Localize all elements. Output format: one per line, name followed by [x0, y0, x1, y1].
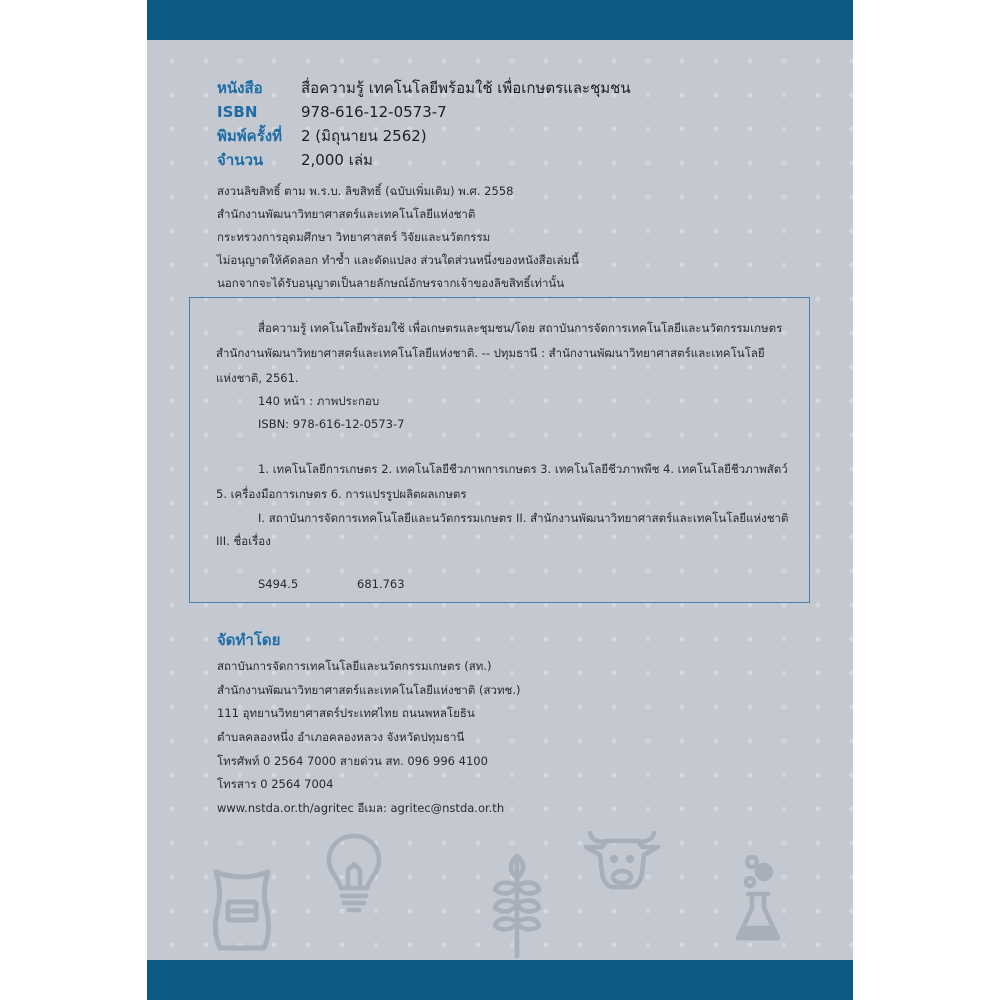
meta-row-edition [217, 124, 427, 148]
copyright-line: สำนักงานพัฒนาวิทยาศาสตร์และเทคโนโลยีแห่งชาติ [217, 207, 476, 221]
producer-line: 111 อุทยานวิทยาศาสตร์ประเทศไทย ถนนพหลโยธิน [217, 706, 475, 721]
copyright-line: สงวนลิขสิทธิ์ ตาม พ.ร.บ. ลิขสิทธิ์ (ฉบับเพิ่มเติม) พ.ศ. 2558 [217, 184, 514, 198]
producer-title: จัดทำโดย [217, 631, 281, 649]
meta-key: พิมพ์ครั้งที่ [217, 127, 282, 145]
meta-key: หนังสือ [217, 79, 263, 97]
book-page [147, 0, 853, 1000]
meta-key: จำนวน [217, 151, 264, 169]
producer-line: สถาบันการจัดการเทคโนโลยีและนวัตกรรมเกษตร (สท.) [217, 659, 492, 673]
meta-row-copies [217, 148, 373, 172]
producer-line: โทรศัพท์ 0 2564 7000 สายด่วน สท. 096 996 4100 [217, 753, 488, 768]
cip-lc-class: S494.5 [258, 577, 299, 591]
lightbulb-icon [324, 832, 384, 914]
top-band [147, 0, 853, 40]
meta-value: 978-616-12-0573-7 [301, 103, 447, 121]
meta-row-title [217, 76, 631, 100]
cip-box [189, 297, 810, 603]
cip-subjects-line: 1. เทคโนโลยีการเกษตร 2. เทคโนโลยีชีวภาพการเกษตร 3. เทคโนโลยีชีวภาพพืช 4. เทคโนโลยีชีวภาพสัตว์ [258, 462, 788, 476]
copyright-notice [217, 180, 817, 295]
bottom-band [147, 960, 853, 1000]
meta-row-isbn [217, 100, 447, 124]
cip-entry-line: สำนักงานพัฒนาวิทยาศาสตร์และเทคโนโลยีแห่งชาติ. -- ปทุมธานี : สำนักงานพัฒนาวิทยาศาสตร์และเทคโนโลยี [216, 346, 765, 360]
cip-subjects-line: 5. เครื่องมือการเกษตร 6. การแปรรูปผลิตผลเกษตร [216, 487, 467, 501]
cow-icon [582, 825, 662, 891]
producer-line: โทรสาร 0 2564 7004 [217, 777, 334, 792]
cip-entry-line: สื่อความรู้ เทคโนโลยีพร้อมใช้ เพื่อเกษตรและชุมชน/โดย สถาบันการจัดการเทคโนโลยีและนวัตกรรมเกษตร [258, 321, 783, 335]
cip-isbn: ISBN: 978-616-12-0573-7 [258, 417, 405, 431]
copyright-line: ไม่อนุญาตให้คัดลอก ทำซ้ำ และดัดแปลง ส่วนใดส่วนหนึ่งของหนังสือเล่มนี้ [217, 253, 579, 267]
meta-value: 2 (มิถุนายน 2562) [301, 127, 427, 145]
meta-value: สื่อความรู้ เทคโนโลยีพร้อมใช้ เพื่อเกษตรและชุมชน [301, 79, 631, 97]
cip-entry-line: แห่งชาติ, 2561. [216, 371, 299, 385]
producer-details [217, 655, 817, 821]
wheat-icon [487, 848, 547, 958]
cip-pages: 140 หน้า : ภาพประกอบ [258, 394, 380, 408]
meta-value: 2,000 เล่ม [301, 151, 373, 169]
sack-icon [202, 862, 282, 952]
copyright-line: นอกจากจะได้รับอนุญาตเป็นลายลักษณ์อักษรจากเจ้าของลิขสิทธิ์เท่านั้น [217, 276, 565, 290]
producer-line: สำนักงานพัฒนาวิทยาศาสตร์และเทคโนโลยีแห่งชาติ (สวทช.) [217, 682, 521, 697]
meta-key: ISBN [217, 103, 258, 121]
producer-line: www.nstda.or.th/agritec อีเมล: agritec@nstda.or.th [217, 801, 505, 816]
flask-icon [732, 850, 792, 946]
copyright-line: กระทรวงการอุดมศึกษา วิทยาศาสตร์ วิจัยและนวัตกรรม [217, 230, 491, 244]
producer-line: ตำบลคลองหนึ่ง อำเภอคลองหลวง จังหวัดปทุมธานี [217, 730, 465, 745]
cip-dewey-class: 681.763 [357, 577, 405, 591]
cip-added-entries-line: I. สถาบันการจัดการเทคโนโลยีและนวัตกรรมเกษตร II. สำนักงานพัฒนาวิทยาศาสตร์และเทคโนโลยีแห่งชาติ [258, 511, 789, 525]
cip-added-entries-line: III. ชื่อเรื่อง [216, 534, 271, 548]
